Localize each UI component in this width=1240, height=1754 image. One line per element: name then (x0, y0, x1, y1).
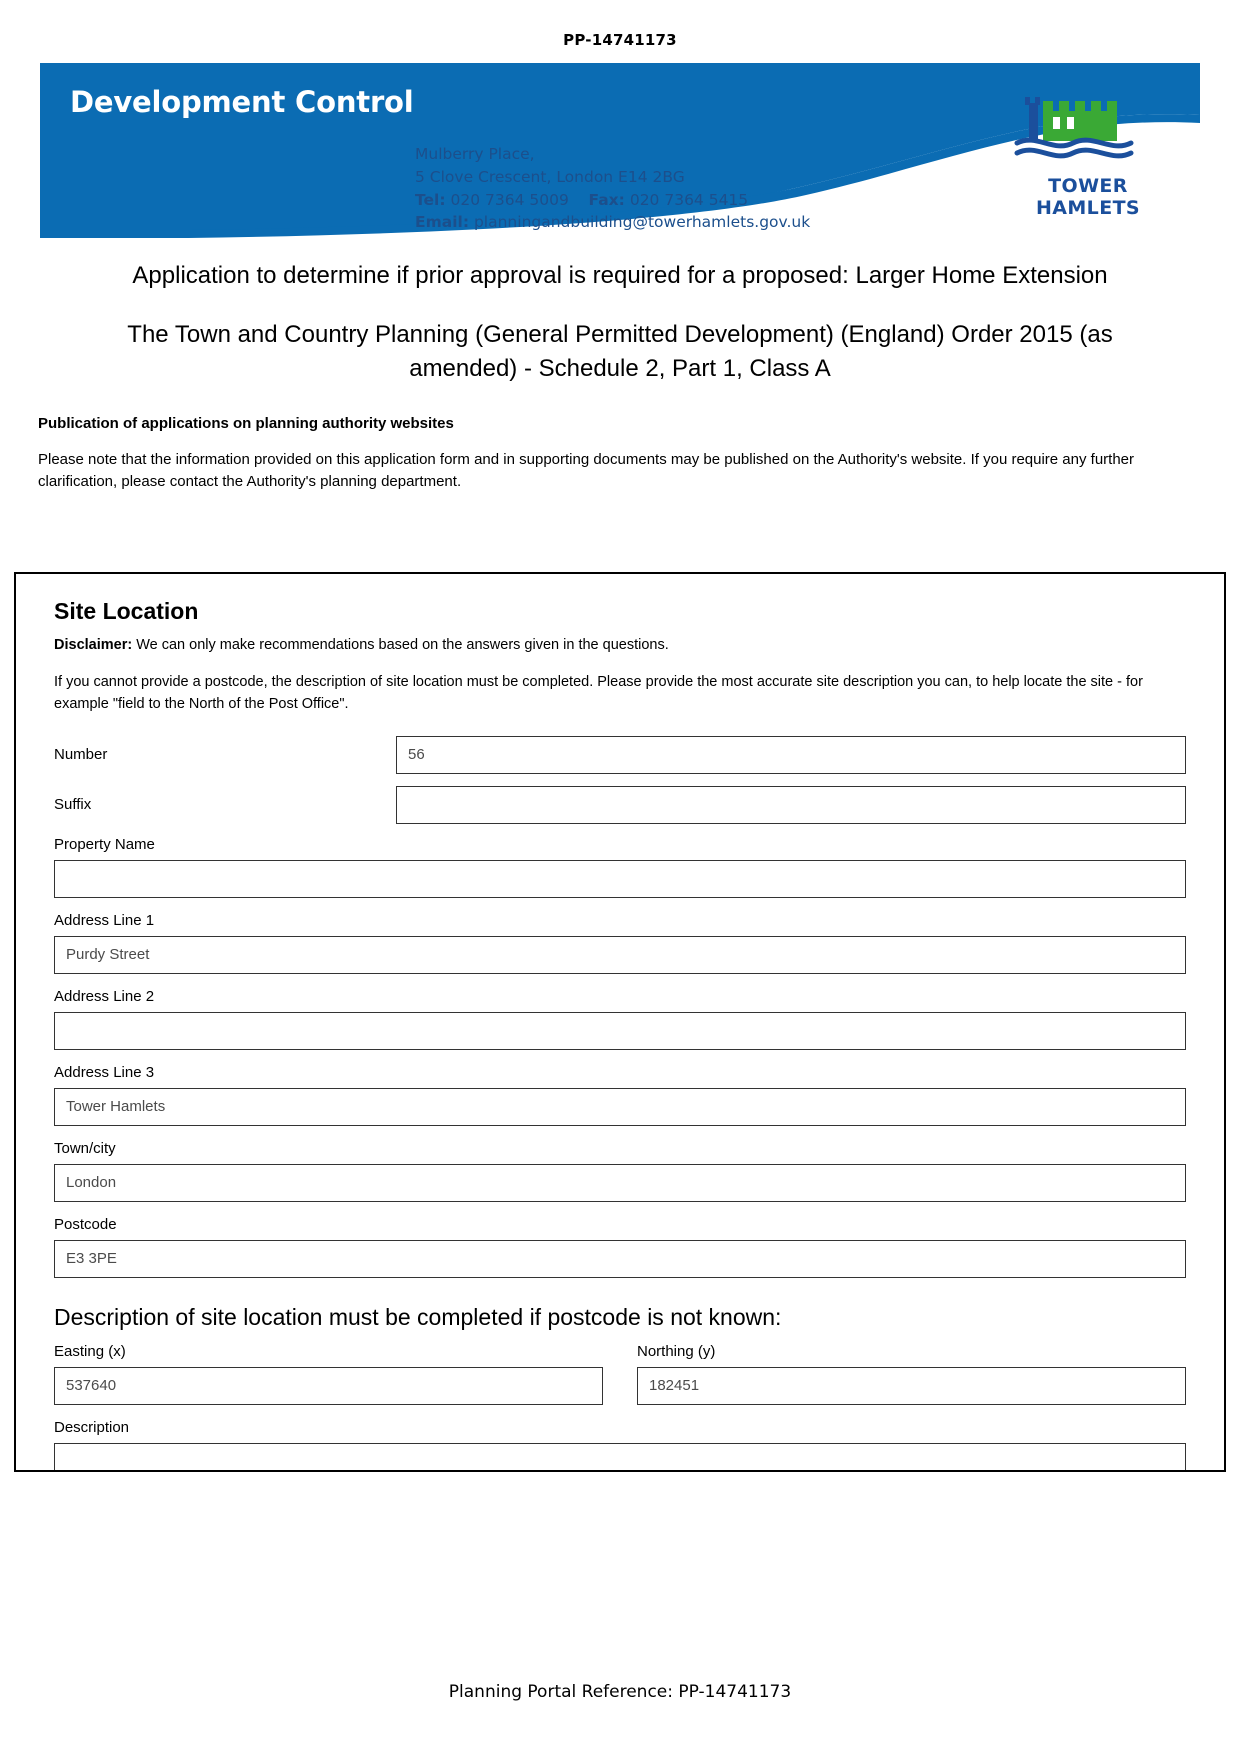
field-group-address-line-2 (54, 988, 1186, 1050)
publication-body: Please note that the information provided on this application form and in supporting documents may be published on the Authority's website. If you require any further clarification, please contact the Authority's planning department. (38, 450, 1135, 491)
section-title-site-location: Site Location (54, 598, 199, 624)
address-line-1: Mulberry Place, (415, 145, 535, 163)
council-logo (998, 81, 1178, 219)
field-group-town-city (54, 1140, 1186, 1202)
contact-phone-line (415, 189, 810, 212)
property-name-label: Property Name (54, 835, 155, 853)
email-label: Email: (415, 213, 470, 232)
application-title: Application to determine if prior approval is required for a proposed: Larger Home Extension (132, 262, 1108, 289)
tel-value: 020 7364 5009 (450, 190, 569, 209)
banner-address-block (415, 143, 810, 234)
number-input[interactable]: 56 (396, 736, 1186, 774)
field-row-suffix (54, 786, 1186, 824)
page-footer: Planning Portal Reference: PP-14741173 (448, 1682, 792, 1702)
address-line-2-label: Address Line 2 (54, 987, 155, 1005)
field-group-postcode (54, 1216, 1186, 1278)
address-line-3-label: Address Line 3 (54, 1063, 155, 1081)
address-line-2: 5 Clove Crescent, London E14 2BG (415, 167, 685, 186)
easting-input[interactable]: 537640 (54, 1367, 603, 1405)
description-heading: Description of site location must be completed if postcode is not known: (54, 1303, 782, 1330)
disclaimer-label: Disclaimer: (54, 637, 133, 653)
address-line-3-input[interactable]: Tower Hamlets (54, 1088, 1186, 1126)
postcode-label: Postcode (54, 1215, 117, 1233)
northing-label: Northing (y) (637, 1342, 716, 1360)
suffix-label: Suffix (54, 796, 92, 814)
number-label: Number (54, 746, 108, 764)
property-name-input[interactable] (54, 860, 1186, 898)
banner-title: Development Control (70, 85, 414, 119)
coordinates-row (54, 1343, 1186, 1405)
address-line-1-label: Address Line 1 (54, 911, 155, 929)
application-subtitle: The Town and Country Planning (General Permitted Development) (England) Order 2015 (as amended) - Schedule 2, Part 1, Class A (127, 321, 1113, 383)
disclaimer-text (54, 637, 1186, 653)
document-reference: PP-14741173 (563, 31, 677, 49)
site-location-panel (14, 572, 1226, 1472)
contact-email-line (415, 211, 810, 234)
header-banner (40, 63, 1200, 238)
tower-hamlets-logo-icon (1003, 81, 1173, 167)
tel-label: Tel: (415, 190, 446, 209)
field-group-description (54, 1419, 1186, 1472)
field-group-address-line-1 (54, 912, 1186, 974)
address-line-1-input[interactable]: Purdy Street (54, 936, 1186, 974)
fax-label: Fax: (588, 190, 625, 209)
site-location-hint: If you cannot provide a postcode, the description of site location must be completed. Please provide the most accurate site description you can, to help locate the site - for example "field to the North of the Post Office". (54, 674, 1143, 713)
field-group-property-name (54, 836, 1186, 898)
town-city-label: Town/city (54, 1139, 116, 1157)
postcode-input[interactable]: E3 3PE (54, 1240, 1186, 1278)
description-input[interactable] (54, 1443, 1186, 1472)
fax-value: 020 7364 5415 (629, 190, 749, 209)
easting-label: Easting (x) (54, 1342, 126, 1360)
council-logo-text: TOWER HAMLETS (1035, 175, 1141, 219)
disclaimer-body: We can only make recommendations based on the answers given in the questions. (132, 637, 669, 653)
town-city-input[interactable]: London (54, 1164, 1186, 1202)
northing-input[interactable]: 182451 (637, 1367, 1186, 1405)
email-value: planningandbuilding@towerhamlets.gov.uk (473, 213, 811, 232)
description-label: Description (54, 1418, 130, 1436)
field-group-address-line-3 (54, 1064, 1186, 1126)
field-row-number (54, 736, 1186, 774)
address-line-2-input[interactable] (54, 1012, 1186, 1050)
field-group-northing (637, 1343, 1186, 1405)
field-group-easting (54, 1343, 603, 1405)
publication-heading: Publication of applications on planning authority websites (38, 414, 454, 432)
suffix-input[interactable] (396, 786, 1186, 824)
